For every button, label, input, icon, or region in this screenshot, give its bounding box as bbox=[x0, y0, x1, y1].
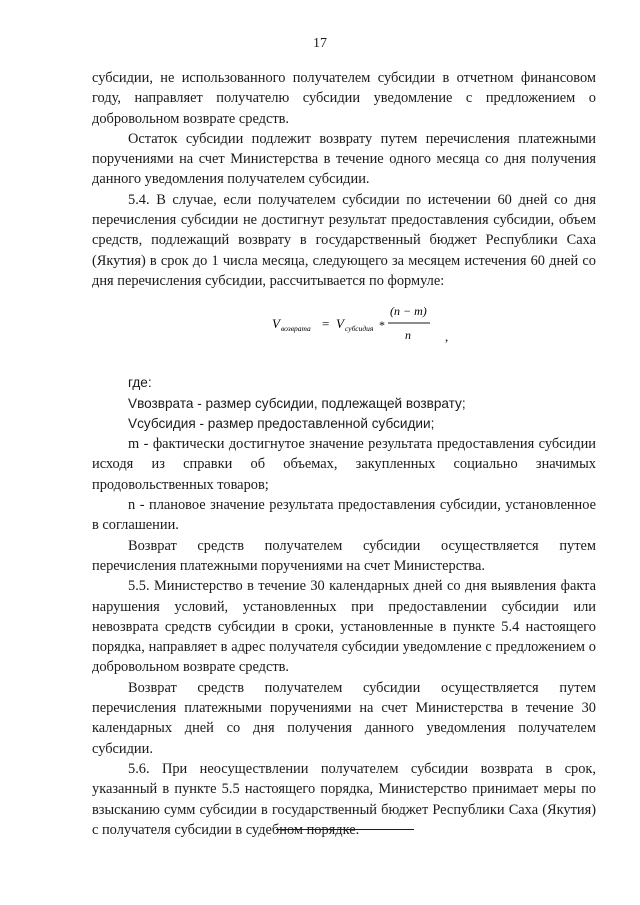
paragraph-continuation: субсидии, не использованного получателем субсидии в отчетном финансовом году, направляет получателю субсидии уведомление с предложением о добровольном возврате средств. bbox=[92, 70, 596, 127]
formula-rhs-var: V bbox=[336, 316, 344, 332]
formula-trailing-comma: , bbox=[445, 329, 449, 345]
formula-equals: = bbox=[322, 316, 330, 332]
definition-v-subsidy: Vсубсидия - размер предоставленной субсидии; bbox=[128, 415, 435, 431]
formula-rhs-sub: субсидия bbox=[345, 324, 374, 334]
formula-lhs-var: V bbox=[272, 316, 280, 332]
definitions-intro: где: bbox=[128, 375, 152, 391]
end-divider bbox=[276, 829, 414, 830]
paragraph-5-6: 5.6. При неосуществлении получателем субсидии возврата в срок, указанный в пункте 5.5 настоящего порядка, Министерство принимает меры по взысканию сумм субсидии в государственный бюджет Республики Саха (Якутия) с получателя субсидии в судебном порядке. bbox=[92, 760, 596, 838]
formula-denominator: n bbox=[405, 328, 411, 343]
return-formula bbox=[270, 301, 470, 347]
paragraph-5-4: 5.4. В случае, если получателем субсидии по истечении 60 дней со дня перечисления субсидии не достигнут результат предоставления субсидии, объем средств, подлежащий возврату в государственный бюджет Республики Саха (Якутия) в срок до 1 числа месяца, следующего за месяцем истечения 60 дней со дня перечисления субсидии, рассчитывается по формуле: bbox=[92, 191, 596, 289]
formula-numerator: (n − m) bbox=[390, 304, 427, 319]
definition-n: n - плановое значение результата предоставления субсидии, установленное в соглашении. bbox=[92, 497, 596, 534]
paragraph-remainder-return: Остаток субсидии подлежит возврату путем перечисления платежными поручениями на счет Министерства в течение одного месяца со дня получения данного уведомления получателем субсидии. bbox=[92, 130, 596, 188]
formula-block bbox=[92, 301, 596, 347]
paragraph-refund-deadline: Возврат средств получателем субсидии осуществляется путем перечисления платежными поручениями на счет Министерства в течение 30 календарных дней со дня получения данного уведомления получателем субсидии. bbox=[92, 679, 596, 757]
definition-m: m - фактически достигнутое значение результата предоставления субсидии исходя из справки об объемах, закупленных социально значимых продовольственных товаров; bbox=[92, 436, 596, 493]
formula-lhs-sub: возврата bbox=[281, 324, 311, 334]
definition-v-return: Vвозврата - размер субсидии, подлежащей возврату; bbox=[128, 395, 466, 411]
formula-times: * bbox=[379, 318, 385, 333]
document-body bbox=[92, 68, 596, 840]
paragraph-5-5: 5.5. Министерство в течение 30 календарных дней со дня выявления факта нарушения условий, установленных при предоставлении субсидии или невозврата средств субсидии в сроки, установленные в пункте 5.4 настоящего порядка, направляет в адрес получателя субсидии уведомление с предложением о добровольном возврате средств. bbox=[92, 578, 596, 676]
paragraph-refund-transfer: Возврат средств получателем субсидии осуществляется путем перечисления платежными поручениями на счет Министерства. bbox=[92, 537, 596, 574]
page-number: 17 bbox=[313, 36, 327, 51]
